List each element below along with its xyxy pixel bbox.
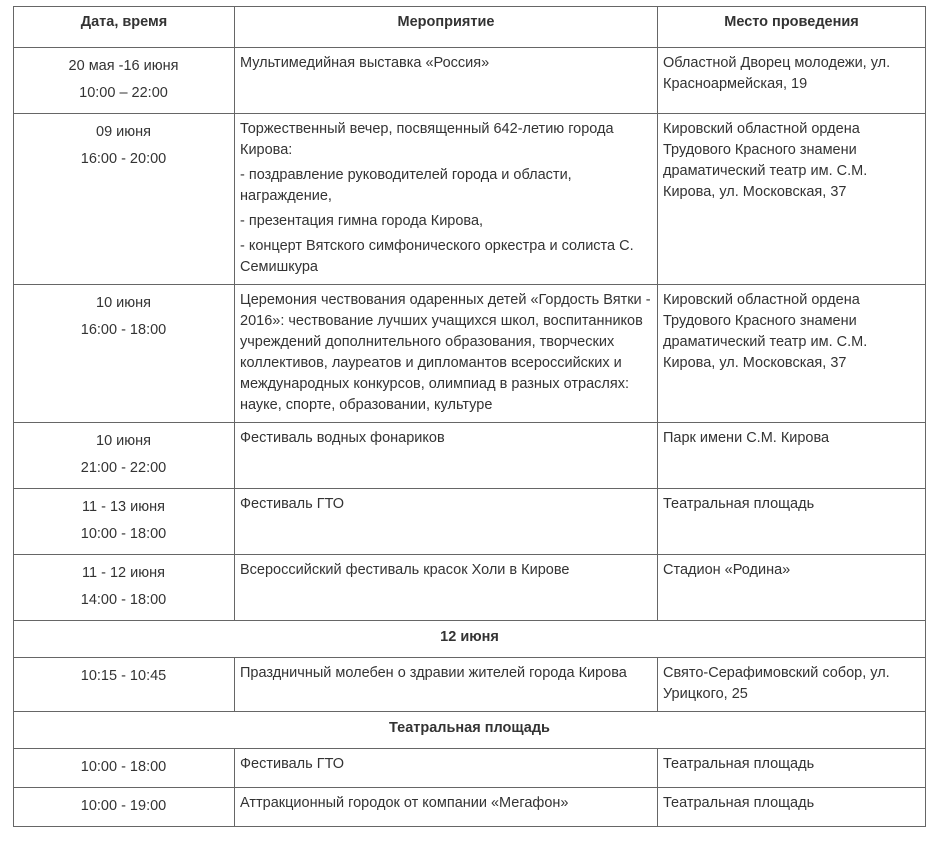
date-cell [14,48,235,114]
event-text: Мультимедийная выставка «Россия» [240,55,490,71]
event-cell [235,489,658,555]
section-row [14,621,926,658]
event-date: 09 июня [96,124,151,140]
event-text: - поздравление руководителей города и области, награждение, [240,167,572,204]
table-row [14,285,926,423]
date-cell [14,423,235,489]
event-date: 10:15 - 10:45 [80,668,167,684]
table-row [14,658,926,712]
section-title: 12 июня [14,621,926,658]
event-text: Торжественный вечер, посвященный 642-летию города Кирова: [240,121,614,158]
table-row [14,749,926,788]
section-row [14,712,926,749]
event-date: 11 - 13 июня [82,499,165,515]
event-text: Фестиваль ГТО [240,756,345,772]
header-place: Место проведения [658,7,926,48]
table-row [14,48,926,114]
event-text: - концерт Вятского симфонического оркестра и солиста С. Семишкура [240,238,634,275]
table-row [14,114,926,285]
event-text: Церемония чествования одаренных детей «Гордость Вятки - 2016»: чествование лучших учащихся школ, воспитанников учреждений дополнительного образования, творческих коллективов, лауреатов и дипломантов всероссийских и международных конкурсов, олимпиад в разных отраслях: науке, спорте, образовании, культуре [240,292,651,413]
date-cell [14,285,235,423]
event-date: 11 - 12 июня [82,565,165,581]
event-cell [235,555,658,621]
date-cell [14,489,235,555]
header-event: Мероприятие [235,7,658,48]
event-date: 10 июня [96,433,151,449]
place-cell: Свято-Серафимовский собор, ул. Урицкого, 25 [658,658,926,712]
header-date: Дата, время [14,7,235,48]
event-cell [235,48,658,114]
table-row [14,555,926,621]
event-time: 16:00 - 18:00 [80,322,167,338]
event-text: Всероссийский фестиваль красок Холи в Кирове [240,562,570,578]
event-time: 16:00 - 20:00 [80,151,167,167]
event-text: - презентация гимна города Кирова, [240,213,484,229]
event-time: 21:00 - 22:00 [80,460,167,476]
event-time: 10:00 – 22:00 [79,85,168,101]
date-cell [14,658,235,712]
place-cell: Театральная площадь [658,489,926,555]
event-date: 10:00 - 19:00 [80,798,167,814]
event-text: Фестиваль ГТО [240,496,345,512]
event-cell [235,114,658,285]
event-text: Аттракционный городок от компании «Мегафон» [240,795,569,811]
event-cell [235,285,658,423]
event-date: 20 мая -16 июня [68,58,179,74]
table-row [14,489,926,555]
event-time: 14:00 - 18:00 [80,592,167,608]
date-cell [14,555,235,621]
section-title: Театральная площадь [14,712,926,749]
schedule-table [13,6,926,827]
place-cell: Театральная площадь [658,749,926,788]
header-row [14,7,926,48]
event-date: 10:00 - 18:00 [80,759,167,775]
table-row [14,423,926,489]
place-cell: Кировский областной ордена Трудового Красного знамени драматический театр им. С.М. Кирова, ул. Московская, 37 [658,114,926,285]
place-cell: Театральная площадь [658,788,926,827]
event-text: Праздничный молебен о здравии жителей города Кирова [240,665,627,681]
table-row [14,788,926,827]
place-cell: Стадион «Родина» [658,555,926,621]
date-cell [14,788,235,827]
event-cell [235,788,658,827]
event-cell [235,749,658,788]
event-time: 10:00 - 18:00 [80,526,167,542]
place-cell: Парк имени С.М. Кирова [658,423,926,489]
place-cell: Кировский областной ордена Трудового Красного знамени драматический театр им. С.М. Кирова, ул. Московская, 37 [658,285,926,423]
event-cell [235,423,658,489]
place-cell: Областной Дворец молодежи, ул. Красноармейская, 19 [658,48,926,114]
date-cell [14,749,235,788]
event-text: Фестиваль водных фонариков [240,430,445,446]
date-cell [14,114,235,285]
event-date: 10 июня [96,295,151,311]
schedule-body [14,48,926,827]
event-cell [235,658,658,712]
